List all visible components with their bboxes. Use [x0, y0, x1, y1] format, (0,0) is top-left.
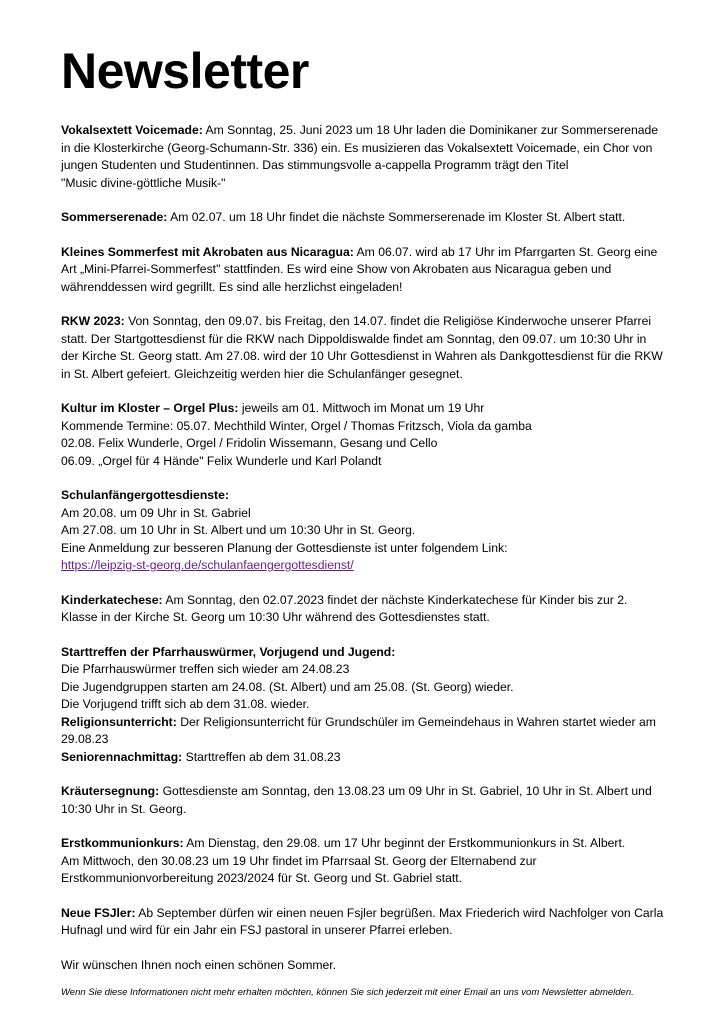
section-line: Eine Anmeldung zur besseren Planung der Gottesdienste ist unter folgendem Link:	[61, 540, 508, 555]
section-body: Am Dienstag, den 29.08. um 17 Uhr beginnt der Erstkommunionkurs in St. Albert.	[186, 836, 626, 850]
section-erstkommunionkurs	[61, 835, 666, 888]
religionsunterricht-heading: Religionsunterricht:	[61, 714, 177, 729]
section-line: Die Pfarrhauswürmer treffen sich wieder am 24.08.23	[61, 662, 350, 676]
section-schulanfaenger	[61, 487, 666, 575]
section-body: Am Sonntag, den 02.07.2023 findet der nächste Kinderkatechese für Kinder bis zur 2. Klasse in der Kirche St. Georg um 10:30 Uhr während des Gottesdienstes statt.	[61, 592, 628, 624]
closing-greeting: Wir wünschen Ihnen noch einen schönen Sommer.	[61, 957, 337, 972]
section-body: Am 06.07. wird ab 17 Uhr im Pfarrgarten St. Georg eine Art „Mini-Pfarrei-Sommerfest" stattfinden. Es wird eine Show von Akrobaten aus Nicaragua geben und währenddessen wird gegrillt. Es sind alle herzlichst eingeladen!	[61, 244, 658, 294]
section-line: 06.09. „Orgel für 4 Hände" Felix Wunderle und Karl Polandt	[61, 453, 382, 468]
seniorennachmittag-body: Starttreffen ab dem 31.08.23	[185, 749, 341, 764]
section-rkw	[61, 313, 666, 383]
religionsunterricht-body: Der Religionsunterricht für Grundschüler im Gemeindehaus in Wahren startet wieder am 29.08.23	[61, 714, 656, 746]
section-body: Am Sonntag, 25. Juni 2023 um 18 Uhr laden die Dominikaner zur Sommerserenade in die Klosterkirche (Georg-Schumann-Str. 336) ein. Es musizieren das Vokalsextett Voicemade, ein Chor von jungen Studenten und Studentinnen. Das stimmungsvolle a-cappella Programm trägt den Titel	[61, 123, 659, 172]
section-heading: Kinderkatechese:	[61, 592, 163, 607]
section-heading: Kleines Sommerfest mit Akrobaten aus Nicaragua:	[61, 244, 354, 259]
seniorennachmittag-heading: Seniorennachmittag:	[61, 749, 183, 764]
section-heading: Schulanfängergottesdienste:	[61, 488, 229, 502]
section-kraeutersegnung	[61, 783, 666, 818]
registration-link[interactable]: https://leipzig-st-georg.de/schulanfaengergottesdienst/	[61, 558, 354, 572]
section-heading: Sommerserenade:	[61, 210, 168, 224]
section-fsjler	[61, 905, 666, 940]
section-kinderkatechese	[61, 592, 666, 627]
section-heading: Neue FSJler:	[61, 905, 136, 920]
unsubscribe-note: Wenn Sie diese Informationen nicht mehr erhalten möchten, können Sie sich jederzeit mit einer Email an uns vom Newsletter abmelden.	[61, 987, 634, 998]
section-line: Am 27.08. um 10 Uhr in St. Albert und um 10:30 Uhr in St. Georg.	[61, 523, 416, 537]
section-line: Die Jugendgruppen starten am 24.08. (St. Albert) und am 25.08. (St. Georg) wieder.	[61, 679, 514, 694]
section-line: 02.08. Felix Wunderle, Orgel / Fridolin Wissemann, Gesang und Cello	[61, 436, 438, 450]
section-body: Ab September dürfen wir einen neuen Fsjler begrüßen. Max Friederich wird Nachfolger von Carla Hufnagl und wird für ein Jahr ein FSJ pastoral in unserer Pfarrei erleben.	[61, 905, 664, 937]
section-sommerfest	[61, 244, 666, 297]
section-body: Am 02.07. um 18 Uhr findet die nächste Sommerserenade im Kloster St. Albert statt.	[170, 210, 626, 224]
section-body: Von Sonntag, den 09.07. bis Freitag, den 14.07. findet die Religiöse Kinderwoche unserer Pfarrei statt. Der Startgottesdienst für die RKW nach Dippoldiswalde findet am Sonntag, den 09.07. um 10:30 Uhr in der Kirche St. Georg statt. Am 27.08. wird der 10 Uhr Gottesdienst in Wahren als Dankgottesdienst für die RKW in St. Albert gefeiert. Gleichzeitig werden hier die Schulanfänger gesegnet.	[61, 314, 663, 381]
section-starttreffen	[61, 644, 666, 767]
section-extra: "Music divine-göttliche Musik-"	[61, 175, 226, 190]
section-line: Die Vorjugend trifft sich ab dem 31.08. wieder.	[61, 697, 310, 711]
section-heading: RKW 2023:	[61, 314, 125, 328]
section-line: Kommende Termine: 05.07. Mechthild Winter, Orgel / Thomas Fritzsch, Viola da gamba	[61, 418, 532, 433]
section-body: jeweils am 01. Mittwoch im Monat um 19 Uhr	[241, 401, 485, 415]
section-voicemade	[61, 122, 666, 192]
section-heading: Kräutersegnung:	[61, 784, 160, 798]
section-heading: Kultur im Kloster – Orgel Plus:	[61, 401, 239, 415]
page-title: Newsletter	[61, 43, 309, 99]
section-heading: Starttreffen der Pfarrhauswürmer, Vorjugend und Jugend:	[61, 644, 396, 659]
section-heading: Erstkommunionkurs:	[61, 836, 184, 850]
section-sommerserenade	[61, 209, 666, 227]
section-heading: Vokalsextett Voicemade:	[61, 123, 203, 137]
section-kultur-im-kloster	[61, 400, 666, 470]
section-body: Gottesdienste am Sonntag, den 13.08.23 um 09 Uhr in St. Gabriel, 10 Uhr in St. Albert und 10:30 Uhr in St. Georg.	[61, 784, 652, 816]
section-extra: Am Mittwoch, den 30.08.23 um 19 Uhr findet im Pfarrsaal St. Georg der Elternabend zur Erstkommunionvorbereitung 2023/2024 für St. Georg und St. Gabriel statt.	[61, 853, 537, 885]
section-line: Am 20.08. um 09 Uhr in St. Gabriel	[61, 505, 251, 520]
